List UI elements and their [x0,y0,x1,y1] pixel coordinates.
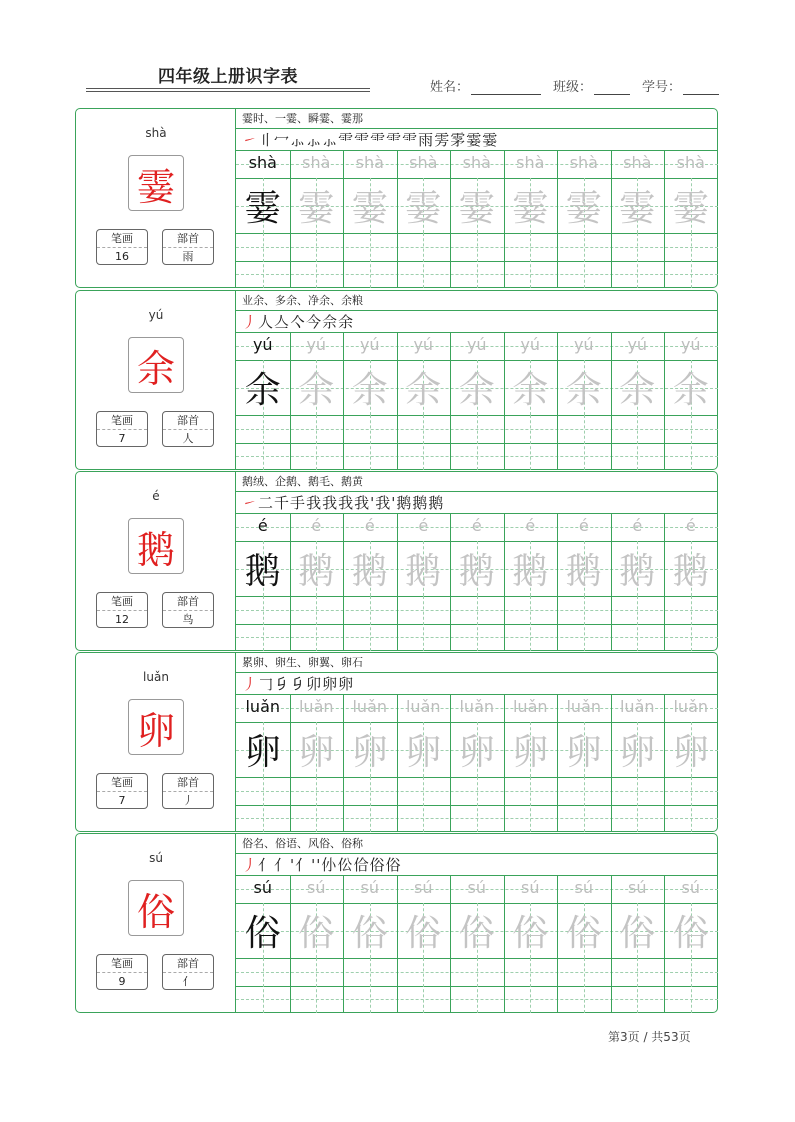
character-practice-cell[interactable]: 鹅 [672,551,709,592]
pinyin-practice-cell[interactable]: sú [253,878,272,897]
pinyin-practice-cell[interactable]: yú [413,335,434,354]
pinyin-practice-cell[interactable]: shà [462,153,491,172]
radical-box [162,411,214,447]
example-words: 业余、多余、净余、余粮 [236,291,718,311]
pinyin-practice-cell[interactable]: é [311,516,322,535]
stroke-count-box [96,229,148,265]
stroke-step: 雺 [450,131,467,149]
blank-writing-cell[interactable] [236,415,290,470]
blank-writing-cell[interactable] [290,415,344,470]
character-practice-cell[interactable]: 俗 [512,913,549,954]
character-practice-cell[interactable]: 霎 [619,188,656,229]
character-info-panel [76,109,236,287]
blank-writing-cell[interactable] [343,233,397,288]
stroke-step: 丿 [242,675,259,693]
character-practice-cell[interactable]: 卵 [512,732,549,773]
character-pinyin: sú [149,851,163,865]
stroke-order-row [236,129,718,151]
pinyin-practice-cell[interactable]: é [471,516,482,535]
character-info-panel [76,653,236,831]
stroke-step: 俗 [385,856,402,874]
pinyin-practice-cell[interactable]: luǎn [352,697,388,716]
stroke-step: ⻗ [402,131,419,149]
character-practice-cell[interactable]: 卵 [351,732,388,773]
character-practice-cell[interactable]: 余 [351,370,388,411]
stroke-count-label: 笔画 [97,774,147,792]
stroke-step: ⺗ [306,131,323,149]
character-card [75,833,718,1013]
blank-writing-cell[interactable] [397,777,451,832]
pinyin-practice-cell[interactable]: luǎn [405,697,441,716]
stroke-step: ⻗ [338,131,355,149]
blank-writing-cell[interactable] [290,958,344,1013]
character-practice-cell[interactable]: 霎 [351,188,388,229]
example-words: 霎时、一霎、瞬霎、霎那 [236,109,718,129]
stroke-step: 𠂎 [290,675,307,693]
blank-writing-cell[interactable] [504,233,558,288]
pinyin-practice-cell[interactable]: shà [409,153,438,172]
pinyin-practice-cell[interactable]: é [364,516,375,535]
character-practice-cell[interactable]: 霎 [565,188,602,229]
stroke-count-value: 9 [118,975,126,988]
pinyin-practice-cell[interactable]: luǎn [566,697,602,716]
stroke-step: ㇀ [242,131,259,149]
blank-writing-cell[interactable] [290,777,344,832]
pinyin-practice-cell[interactable]: yú [520,335,541,354]
stroke-step: 丿 [242,313,259,331]
radical-label: 部首 [163,774,213,792]
blank-writing-cell[interactable] [397,596,451,651]
character-practice-cell[interactable]: 霎 [458,188,495,229]
character-practice-cell[interactable]: 余 [565,370,602,411]
pinyin-practice-cell[interactable]: yú [573,335,594,354]
radical-label: 部首 [163,593,213,611]
character-practice-cell[interactable]: 俗 [405,913,442,954]
blank-writing-cell[interactable] [450,415,504,470]
character-practice-cell[interactable]: 俗 [458,913,495,954]
pinyin-practice-cell[interactable]: shà [676,153,705,172]
character-practice-cell[interactable]: 卵 [458,732,495,773]
character-practice-cell[interactable]: 俗 [565,913,602,954]
character-practice-cell[interactable]: 鹅 [244,551,281,592]
pinyin-practice-cell[interactable]: shà [623,153,652,172]
radical-value: 丿 [182,794,194,807]
stroke-step: ⻗ [370,131,387,149]
character-practice-cell[interactable]: 霎 [672,188,709,229]
character-practice-cell[interactable]: 鹅 [619,551,656,592]
blank-writing-cell[interactable] [664,777,718,832]
stroke-step: 亼 [274,313,291,331]
pinyin-practice-cell[interactable]: luǎn [298,697,334,716]
stroke-order-row [236,492,718,514]
stroke-step: 余 [338,313,355,331]
pinyin-practice-cell[interactable]: é [685,516,696,535]
stroke-step: ⻗ [386,131,403,149]
stroke-step: 冖 [274,131,291,149]
stroke-step: 〢 [258,131,275,149]
blank-writing-cell[interactable] [557,415,611,470]
pinyin-practice-cell[interactable]: yú [466,335,487,354]
character-practice-cell[interactable]: 余 [458,370,495,411]
stroke-count-value: 7 [118,794,126,807]
pinyin-practice-cell[interactable]: sú [360,878,379,897]
blank-writing-cell[interactable] [611,596,665,651]
pinyin-practice-cell[interactable]: sú [414,878,433,897]
character-card [75,471,718,651]
character-info-panel [76,291,236,469]
character-practice-cell[interactable]: 鹅 [565,551,602,592]
character-practice-cell[interactable]: 霎 [298,188,335,229]
stroke-step: 佮 [353,856,370,874]
stroke-step: 佘 [322,313,339,331]
character-practice-cell[interactable]: 鹅 [458,551,495,592]
blank-writing-cell[interactable] [236,958,290,1013]
blank-writing-cell[interactable] [557,596,611,651]
character-practice-cell[interactable]: 卵 [672,732,709,773]
pinyin-practice-cell[interactable]: luǎn [512,697,548,716]
blank-writing-cell[interactable] [504,596,558,651]
blank-writing-cell[interactable] [557,233,611,288]
stroke-order-row [236,854,718,876]
radical-value: 亻 [182,975,194,988]
blank-writing-cell[interactable] [450,958,504,1013]
pinyin-practice-cell[interactable]: é [525,516,536,535]
practice-panel [236,834,718,1012]
stroke-count-label: 笔画 [97,955,147,973]
practice-grid [236,333,718,470]
character-practice-cell[interactable]: 俗 [244,913,281,954]
practice-panel [236,472,718,650]
blank-writing-cell[interactable] [557,777,611,832]
blank-writing-cell[interactable] [450,233,504,288]
character-practice-cell[interactable]: 鹅 [512,551,549,592]
blank-writing-cell[interactable] [611,777,665,832]
stroke-step: 二 [258,494,275,512]
pinyin-practice-cell[interactable]: yú [306,335,327,354]
pinyin-practice-cell[interactable]: shà [355,153,384,172]
page-number: 第3页 / 共53页 [608,1030,691,1044]
character-practice-cell[interactable]: 余 [619,370,656,411]
pinyin-practice-cell[interactable]: shà [569,153,598,172]
stroke-step: 我 [338,494,355,512]
pinyin-practice-cell[interactable]: sú [307,878,326,897]
stroke-count-value: 16 [115,250,129,263]
stroke-step: 俗 [369,856,386,874]
pinyin-practice-cell[interactable]: shà [516,153,545,172]
character-practice-cell[interactable]: 卵 [298,732,335,773]
stroke-step: 雨 [418,131,435,149]
stroke-step: 𠃌 [258,675,275,693]
character-display: 余 [128,337,184,393]
pinyin-practice-cell[interactable]: é [257,516,268,535]
stroke-count-label: 笔画 [97,412,147,430]
pinyin-practice-cell[interactable]: luǎn [673,697,709,716]
practice-grid [236,695,718,832]
radical-box [162,229,214,265]
blank-writing-cell[interactable] [611,233,665,288]
character-display: 鹅 [128,518,184,574]
character-practice-cell[interactable]: 霎 [405,188,442,229]
blank-writing-cell[interactable] [290,596,344,651]
blank-writing-cell[interactable] [450,777,504,832]
character-info-panel [76,834,236,1012]
stroke-step: 亻 [258,856,275,874]
practice-grid [236,876,718,1013]
blank-writing-cell[interactable] [397,958,451,1013]
stroke-step: 鹅 [428,494,445,512]
stroke-step: 雱 [434,131,451,149]
blank-writing-cell[interactable] [664,596,718,651]
pinyin-practice-cell[interactable]: sú [467,878,486,897]
character-practice-cell[interactable]: 鹅 [405,551,442,592]
pinyin-practice-cell[interactable]: yú [359,335,380,354]
pinyin-practice-cell[interactable]: sú [574,878,593,897]
stroke-step: 亽 [290,313,307,331]
stroke-step: 𠂎 [274,675,291,693]
pinyin-practice-cell[interactable]: é [632,516,643,535]
name-label: 姓名： [430,80,470,95]
number-label: 学号： [642,80,682,95]
character-info-panel [76,472,236,650]
character-pinyin: luǎn [143,670,169,684]
blank-writing-cell[interactable] [664,415,718,470]
character-practice-cell[interactable]: 俗 [619,913,656,954]
pinyin-practice-cell[interactable]: sú [681,878,700,897]
radical-box [162,954,214,990]
blank-writing-cell[interactable] [290,233,344,288]
example-words: 鹅绒、企鹅、鹅毛、鹅黄 [236,472,718,492]
pinyin-practice-cell[interactable]: shà [248,153,277,172]
pinyin-practice-cell[interactable]: sú [521,878,540,897]
stroke-count-label: 笔画 [97,230,147,248]
character-display: 霎 [128,155,184,211]
character-practice-cell[interactable]: 鹅 [351,551,388,592]
character-practice-cell[interactable]: 俗 [351,913,388,954]
blank-writing-cell[interactable] [504,777,558,832]
blank-writing-cell[interactable] [343,777,397,832]
student-info-fields [430,76,719,95]
number-input-line[interactable] [683,81,719,95]
radical-value: 雨 [182,250,194,263]
name-input-line[interactable] [471,81,541,95]
character-practice-cell[interactable]: 余 [405,370,442,411]
stroke-step: ⺗ [290,131,307,149]
example-words: 累卵、卵生、卵翼、卵石 [236,653,718,673]
practice-panel [236,653,718,831]
radical-label: 部首 [163,955,213,973]
character-display: 卵 [128,699,184,755]
stroke-count-box [96,592,148,628]
blank-writing-cell[interactable] [504,958,558,1013]
blank-writing-cell[interactable] [664,958,718,1013]
blank-writing-cell[interactable] [343,958,397,1013]
title-underline [86,88,370,89]
character-card [75,290,718,470]
stroke-step: 今 [306,313,323,331]
stroke-step: 我' [375,494,397,512]
title-underline-second [86,91,370,92]
stroke-order-row [236,311,718,333]
stroke-step: 亻'' [295,856,322,874]
blank-writing-cell[interactable] [236,777,290,832]
pinyin-practice-cell[interactable]: luǎn [619,697,655,716]
stroke-count-value: 7 [118,432,126,445]
stroke-step: ⻗ [354,131,371,149]
stroke-step: 我' [354,494,376,512]
stroke-step: 亻' [274,856,296,874]
character-practice-cell[interactable]: 俗 [672,913,709,954]
pinyin-practice-cell[interactable]: yú [252,335,273,354]
class-input-line[interactable] [594,81,630,95]
character-practice-cell[interactable]: 鹅 [298,551,335,592]
stroke-step: 卯 [306,675,323,693]
stroke-step: 仦 [321,856,338,874]
character-practice-cell[interactable]: 余 [244,370,281,411]
blank-writing-cell[interactable] [611,958,665,1013]
stroke-step: ㇀ [242,494,259,512]
blank-writing-cell[interactable] [236,233,290,288]
radical-label: 部首 [163,230,213,248]
stroke-step: 丿 [242,856,259,874]
practice-panel [236,109,718,287]
pinyin-practice-cell[interactable]: luǎn [459,697,495,716]
stroke-count-box [96,773,148,809]
character-practice-cell[interactable]: 卵 [565,732,602,773]
blank-writing-cell[interactable] [557,958,611,1013]
stroke-count-box [96,411,148,447]
stroke-step: 手 [290,494,307,512]
radical-value: 人 [182,432,194,445]
stroke-step: 千 [274,494,291,512]
stroke-step: 我 [306,494,323,512]
character-pinyin: é [152,489,160,503]
pinyin-practice-cell[interactable]: é [418,516,429,535]
example-words: 俗名、俗语、风俗、俗称 [236,834,718,854]
stroke-step: 人 [258,313,275,331]
stroke-step: 我 [322,494,339,512]
radical-label: 部首 [163,412,213,430]
character-display: 俗 [128,880,184,936]
stroke-count-label: 笔画 [97,593,147,611]
blank-writing-cell[interactable] [397,415,451,470]
character-practice-cell[interactable]: 卵 [619,732,656,773]
stroke-step: ⺗ [322,131,339,149]
radical-value: 鸟 [182,613,194,626]
class-label: 班级： [553,80,593,95]
character-pinyin: yú [148,308,164,322]
page-title: 四年级上册识字表 [158,67,298,87]
character-card [75,108,718,288]
stroke-step: 霎 [482,131,499,149]
character-practice-cell[interactable]: 卵 [405,732,442,773]
stroke-step: 卵 [322,675,339,693]
pinyin-practice-cell[interactable]: shà [302,153,331,172]
blank-writing-cell[interactable] [397,233,451,288]
character-practice-cell[interactable]: 霎 [244,188,281,229]
character-practice-cell[interactable]: 余 [672,370,709,411]
radical-box [162,773,214,809]
practice-grid [236,514,718,651]
stroke-step: 伀 [337,856,354,874]
pinyin-practice-cell[interactable]: luǎn [245,697,281,716]
blank-writing-cell[interactable] [611,415,665,470]
blank-writing-cell[interactable] [450,596,504,651]
stroke-step: 鹅 [412,494,429,512]
radical-box [162,592,214,628]
blank-writing-cell[interactable] [236,596,290,651]
pinyin-practice-cell[interactable]: sú [628,878,647,897]
practice-panel [236,291,718,469]
blank-writing-cell[interactable] [343,415,397,470]
character-pinyin: shà [145,126,167,140]
pinyin-practice-cell[interactable]: yú [680,335,701,354]
stroke-step: 鹅 [396,494,413,512]
practice-grid [236,151,718,288]
blank-writing-cell[interactable] [664,233,718,288]
stroke-order-row [236,673,718,695]
stroke-step: 霎 [466,131,483,149]
pinyin-practice-cell[interactable]: é [578,516,589,535]
stroke-step: 卵 [338,675,355,693]
blank-writing-cell[interactable] [343,596,397,651]
character-practice-cell[interactable]: 余 [512,370,549,411]
blank-writing-cell[interactable] [504,415,558,470]
pinyin-practice-cell[interactable]: yú [627,335,648,354]
stroke-count-value: 12 [115,613,129,626]
character-practice-cell[interactable]: 余 [298,370,335,411]
character-practice-cell[interactable]: 俗 [298,913,335,954]
character-practice-cell[interactable]: 卵 [244,732,281,773]
character-card [75,652,718,832]
character-practice-cell[interactable]: 霎 [512,188,549,229]
stroke-count-box [96,954,148,990]
